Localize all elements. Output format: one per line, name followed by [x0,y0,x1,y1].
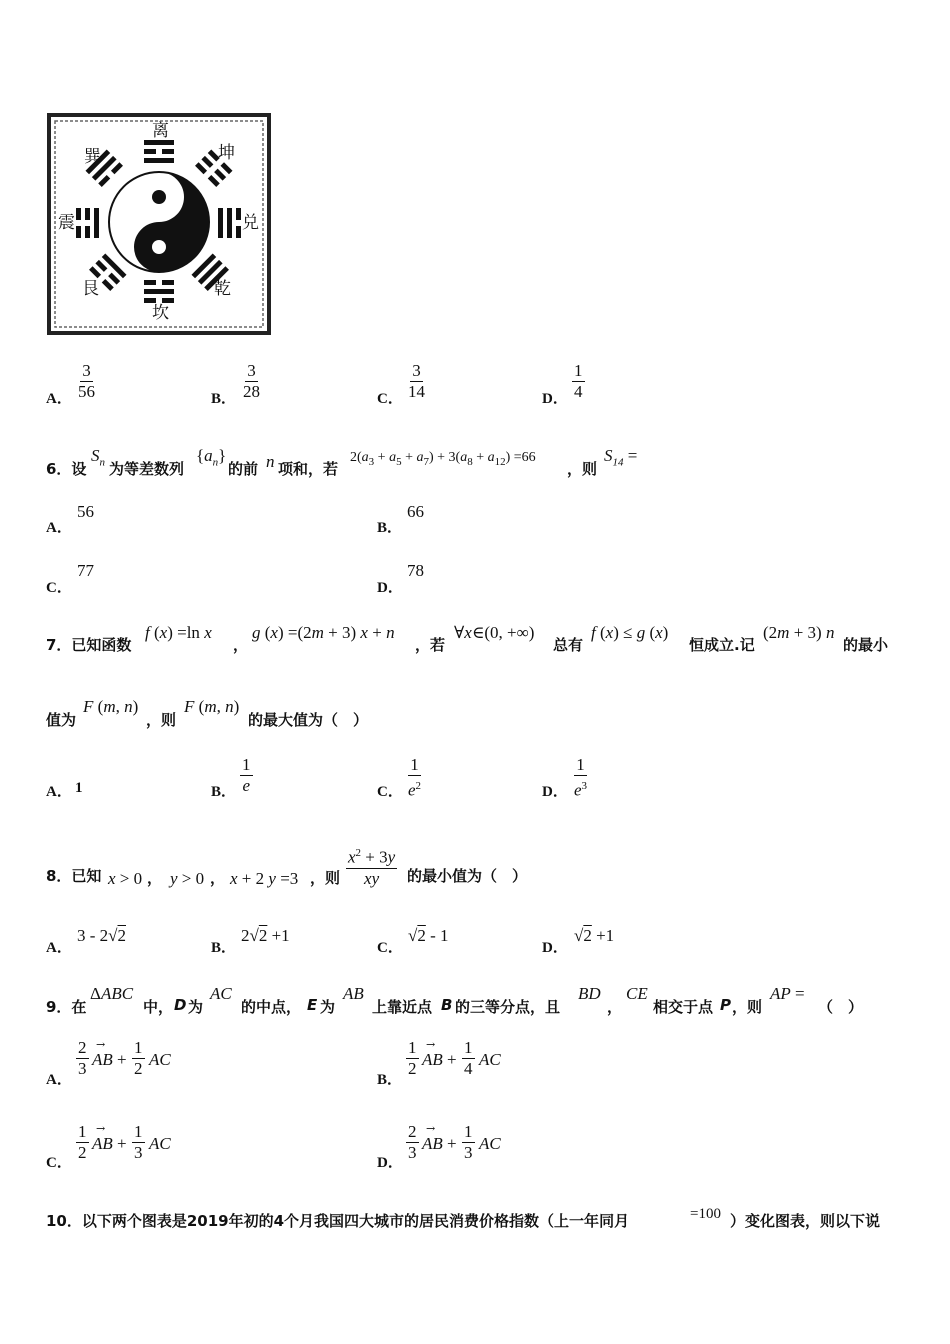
q10-text-prefix: 10．以下两个图表是2019年初的4个月我国四大城市的居民消费价格指数（上一年同月 [46,1212,630,1230]
q9-point-b: B [441,996,453,1014]
q8-text-3: ，则 [310,869,341,887]
q7-line2-c: 的最大值为（ ） [248,711,369,729]
q7-inequality: f (x) ≤ g (x) [591,623,669,642]
q6-text-2: 的前 [228,460,259,478]
q7-prefix: 7．已知函数 [46,636,132,654]
q5-option-b-label: B． [211,391,237,407]
q7-option-a-value: 1 [75,780,83,796]
q7-option-d-value: $\frac{1}{e^3}$ [574,755,588,800]
q6-option-b-value: 66 [407,502,424,521]
q8-option-a-label: A． [46,940,72,956]
q7-option-c-value: $\frac{1}{e^2}$ [408,755,422,800]
q8-option-d-value: √2 +1 [574,926,615,945]
q6-text-3: 项和，若 [278,460,339,478]
q9-text-7: ， [607,998,623,1016]
q6-option-c-value: 77 [77,561,94,580]
q9-text-10: （ ） [818,998,864,1016]
q9-prefix: 9．在 [46,998,87,1016]
trigram-top-left-label: 巽 [84,147,101,167]
q8-cond-x: x > 0 [108,869,143,888]
q7-f-def: f (x) =ln x [145,623,212,642]
trigram-top-right-label: 坤 [218,143,235,163]
q9-option-a-label: A． [46,1072,72,1088]
q8-cond-y: y > 0 [170,869,205,888]
q10-text-suffix: ）变化图表，则以下说 [730,1212,881,1230]
trigram-top-label: 离 [152,121,169,141]
q9-text-2: 为 [188,998,204,1016]
q9-ap: AP = [770,984,805,1003]
q8-option-c-label: C． [377,940,403,956]
q7-option-c-label: C． [377,784,403,800]
q8-text-4: 的最小值为（ ） [407,867,528,885]
q9-option-c-label: C． [46,1155,72,1171]
q6-prefix: 6．设 [46,460,87,478]
q7-F2: F (m, n) [184,697,240,716]
q9-text-9: ，则 [732,998,763,1016]
q9-text-1: 中， [143,998,174,1016]
q6-option-a-label: A． [46,520,72,536]
q5-option-a-label: A． [46,391,72,407]
q7-text-1: ， [233,636,249,654]
q8-option-b-value: 2√2 +1 [241,926,290,945]
q9-text-6: 的三等分点，且 [455,998,561,1016]
q9-text-5: 上靠近点 [372,998,433,1016]
q9-ac: AC [210,984,232,1003]
q6-option-a-value: 56 [77,502,94,521]
taiji-symbol [109,172,209,272]
q8-option-d-label: D． [542,940,568,956]
q8-text-1: ， [147,869,163,887]
q9-bd: BD [578,984,601,1003]
q6-n: n [266,452,275,471]
trigram-bottom-left-label: 艮 [82,279,99,299]
q8-option-b-label: B． [211,940,237,956]
q5-option-b-value: $\frac{3}{28}$ [243,361,260,401]
q8-prefix: 8．已知 [46,867,102,885]
q6-option-d-value: 78 [407,561,424,580]
q7-expr: (2m + 3) n [763,623,835,642]
q7-line2-b: ，则 [146,711,177,729]
q6-sn: $S_n$ [91,446,105,469]
q7-option-d-label: D． [542,784,568,800]
q8-cond-sum: x + 2 y =3 [230,869,299,888]
q5-option-d-value: $\frac{1}{4}$ [574,361,583,401]
q7-text-2: ，若 [415,636,446,654]
trigram-right-label: 兑 [242,213,259,233]
trigram-left-label: 震 [58,213,75,233]
q6-text-4: ，则 [567,460,598,478]
trigram-bottom-right-label: 乾 [214,279,231,299]
q6-condition: $2(a_3 + a_5 + a_7) + 3(a_8 + a_{12}) =66$ [350,450,536,468]
q9-triangle: ΔABC [90,984,134,1003]
q9-ab: AB [343,984,364,1003]
bagua-figure [46,112,272,336]
q5-option-a-value: $\frac{3}{56}$ [78,361,95,401]
trigram-bottom-label: 坎 [152,303,169,323]
q8-text-2: ， [210,869,226,887]
bagua-diagram [46,112,272,336]
q7-line2-a: 值为 [46,711,77,729]
q7-text-4: 恒成立.记 [689,636,755,654]
q8-option-a-value: 3 - 2√2 [77,926,126,945]
q10-eq: =100 [690,1206,721,1222]
q7-option-b-label: B． [211,784,237,800]
q7-option-b-value: $\frac{1}{e}$ [242,755,251,795]
q7-text-3: 总有 [553,636,584,654]
q5-option-d-label: D． [542,391,568,407]
q5-option-c-value: $\frac{3}{14}$ [408,361,425,401]
q7-F1: F (m, n) [83,697,139,716]
q9-option-d-label: D． [377,1155,403,1171]
q7-domain: ∀x∈(0, +∞) [454,623,535,642]
q9-option-b-label: B． [377,1072,403,1088]
q9-point-e: E [307,996,318,1014]
q6-option-c-label: C． [46,580,72,596]
q6-s14: $S_{14}$ = [604,446,638,469]
q7-g-def: g (x) =(2m + 3) x + n [252,623,395,642]
q9-text-4: 为 [320,998,336,1016]
q9-text-3: 的中点， [241,998,302,1016]
q9-text-8: 相交于点 [653,998,714,1016]
q7-option-a-label: A． [46,784,72,800]
q6-option-b-label: B． [377,520,403,536]
q8-expression: $\frac{x^2 + 3y}{xy}$ [346,843,397,889]
q9-ce: CE [626,984,648,1003]
q6-option-d-label: D． [377,580,403,596]
q5-option-c-label: C． [377,391,403,407]
q8-option-c-value: √2 - 1 [408,926,449,945]
q9-point-p: P [720,996,731,1014]
q6-text-1: 为等差数列 [109,460,185,478]
q9-point-d: D [174,996,187,1014]
q7-text-5: 的最小 [843,636,889,654]
q6-an: $\{a_n\}$ [196,446,227,469]
